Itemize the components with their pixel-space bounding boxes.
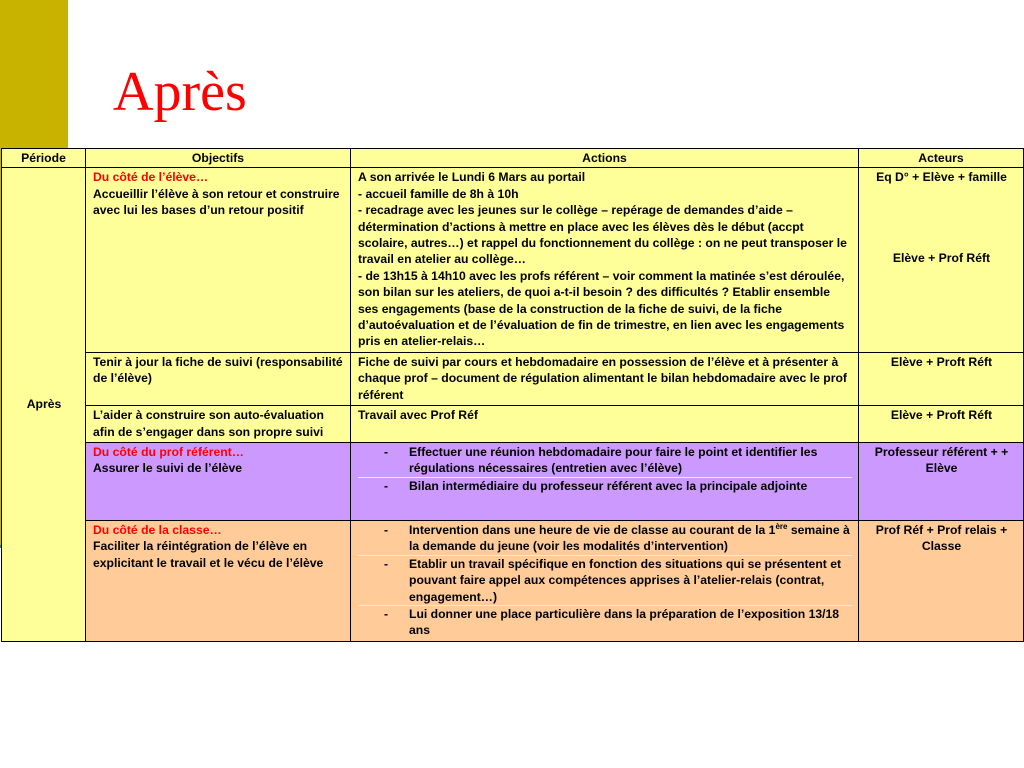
objective-heading: Du côté du prof référent… <box>93 444 244 459</box>
actions-cell <box>351 352 859 405</box>
objective-cell <box>86 442 351 520</box>
actions-list <box>358 444 852 494</box>
objective-text: L’aider à construire son auto-évaluation afin de s’engager dans son propre suivi <box>93 408 324 439</box>
table-row <box>2 168 1024 352</box>
objective-heading: Du côté de l’élève… <box>93 170 209 185</box>
objective-text: Accueillir l’élève à son retour et construire avec lui les bases d’un retour positif <box>93 186 340 218</box>
actions-list <box>358 522 852 639</box>
actions-text: Travail avec Prof Réf <box>358 408 478 423</box>
list-item: - Intervention dans une heure de vie de classe au courant de la 1ère semaine à la demande du jeune (voir les modalités d’intervention) <box>358 522 852 556</box>
actions-cell <box>351 442 859 520</box>
schedule-table <box>1 148 1024 642</box>
actions-cell <box>351 406 859 443</box>
objective-heading: Du côté de la classe… <box>93 522 222 537</box>
actions-cell <box>351 520 859 641</box>
header-objectives: Objectifs <box>86 149 351 168</box>
actors-cell <box>859 520 1024 641</box>
list-item: - Effectuer une réunion hebdomadaire pour faire le point et identifier les régulations nécessaires (entretien avec l’élève) <box>358 444 852 478</box>
actors-text: Elève + Prof Réft <box>892 250 991 265</box>
actors-text: Elève + Proft Réft <box>890 354 993 369</box>
objective-cell <box>86 520 351 641</box>
header-actors: Acteurs <box>859 149 1024 168</box>
table-row <box>2 520 1024 641</box>
objective-cell <box>86 352 351 405</box>
header-actions: Actions <box>351 149 859 168</box>
objective-text: Assurer le suivi de l’élève <box>93 461 243 476</box>
list-item: - Bilan intermédiaire du professeur référent avec la principale adjointe <box>384 478 808 493</box>
actors-cell <box>859 442 1024 520</box>
actors-cell <box>859 406 1024 443</box>
actors-text: Eq D° + Elève + famille <box>876 170 1007 185</box>
objective-cell <box>86 406 351 443</box>
table-row <box>2 442 1024 520</box>
slide-title: Après <box>113 61 247 123</box>
header-period: Période <box>2 149 86 168</box>
header-row <box>2 149 1024 168</box>
table-row <box>2 406 1024 443</box>
actors-text: Elève + Proft Réft <box>890 408 993 423</box>
objective-text: Tenir à jour la fiche de suivi (responsabilité de l’élève) <box>93 354 343 386</box>
actors-cell <box>859 168 1024 352</box>
objective-text: Faciliter la réintégration de l’élève en explicitant le travail et le vécu de l’élève <box>93 539 324 570</box>
actors-text: Professeur référent + + Elève <box>874 444 1009 476</box>
actions-cell <box>351 168 859 352</box>
list-item: - Etablir un travail spécifique en fonction des situations qui se présentent et pouvant faire appel aux compétences apprises à l’atelier-relais (contrat, engagement…) <box>358 556 852 606</box>
actions-text: A son arrivée le Lundi 6 Mars au portail - accueil famille de 8h à 10h - recadrage avec les jeunes sur le collège – repérage de demandes d’aide – détermination d’actions à mettre en place avec les élèves dès le début (accpt scolaire, autres…) et rappel du fonctionnement du collège : on ne peut transposer le travail en atelier au collège… - de 13h15 à 14h10 avec les profs référent – voir comment la matinée s’est déroulée, son bilan sur les ateliers, de quoi a-t-il besoin ? des difficultés ? Etablir ensemble ses engagements (base de la construction de la fiche de suivi, de la fiche d’autoévaluation et de l’évaluation de fin de trimestre, en lien avec les engagements pris en atelier-relais… <box>358 170 847 349</box>
period-cell: Après <box>2 168 86 641</box>
list-item: - Lui donner une place particulière dans la préparation de l’exposition 13/18 ans <box>384 606 840 638</box>
table-row <box>2 352 1024 405</box>
actions-text: Fiche de suivi par cours et hebdomadaire en possession de l’élève et à présenter à chaque prof – document de régulation alimentant le bilan hebdomadaire avec le prof référent <box>358 354 847 402</box>
actors-cell <box>859 352 1024 405</box>
actors-text: Prof Réf + Prof relais + Classe <box>875 522 1008 554</box>
objective-cell <box>86 168 351 352</box>
